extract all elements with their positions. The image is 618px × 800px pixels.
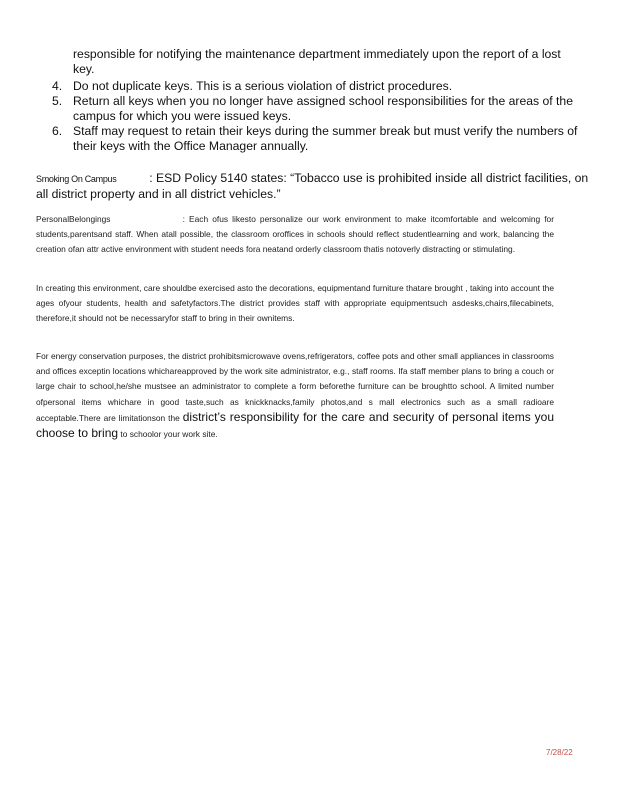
smoking-heading: Smoking On Campus — [36, 174, 117, 184]
list-number: 5. — [52, 94, 63, 108]
smoking-text: : ESD Policy 5140 states: “Tobacco use is prohibited inside all district facilities, on all district property and in all district vehicles.” — [36, 171, 589, 201]
list-text: Do not duplicate keys. This is a serious violation of district procedures. — [73, 79, 453, 93]
list-number: 4. — [52, 79, 63, 93]
personal-belongings-paragraph-3 — [36, 349, 554, 442]
footer-date: 7/28/22 — [546, 748, 573, 757]
paragraph-emphasis: district’s responsibility for the care and security of personal items you choose to bring — [36, 409, 555, 441]
list-item — [52, 79, 592, 94]
list-text: Staff may request to retain their keys during the summer break but must verify the numbers of their keys with the Office Manager annually. — [73, 124, 578, 153]
list-item — [52, 124, 592, 154]
list-continuation: responsible for notifying the maintenance department immediately upon the report of a lost key. — [73, 47, 561, 76]
paragraph-text: : Each ofus likesto personalize our work environment to make itcomfortable and welcoming for students,parentsand staff. When atall possible, the classroom oroffices in schools should reflect studentlearning and work, balancing the creation ofan attr active environment with student needs fora neatand orderly classroom thatis notoverly distracting or stimulating. — [36, 214, 554, 255]
list-item — [52, 94, 592, 124]
key-procedures-list — [52, 79, 592, 154]
list-text: Return all keys when you no longer have assigned school responsibilities for the areas of the campus for which you were issued keys. — [73, 94, 573, 123]
personal-belongings-paragraph-1 — [36, 212, 554, 258]
list-number: 6. — [52, 124, 63, 138]
paragraph-text: For energy conservation purposes, the district prohibitsmicrowave ovens,refrigerators, coffee pots and other small appliances in classrooms and offices exceptin locations whichareapproved by the work site administrator, e.g., staff rooms. Ifa staff member plans to bring a couch or large chair to school,he/she mustsee an administrator to complete a form beforethe furniture can be broughtto school. A limited number ofpersonal items whichare in good taste,such as knickknacks,family photos,and s mall electronics such as a small radioare acceptable.There are limitationson the — [36, 351, 554, 423]
smoking-policy — [36, 171, 596, 202]
paragraph-text: to schoolor your work site. — [120, 429, 218, 440]
personal-belongings-heading: PersonalBelongings — [36, 214, 111, 224]
personal-belongings-paragraph-2: In creating this environment, care shouldbe exercised asto the decorations, equipmentand furniture thatare brought , taking into account the ages ofyour students, health and safetyfactors.The district provides staff with appropriate equipmentsuch asdesks,chairs,filecabinets, therefore,it should not be necessaryfor staff to bring in their ownitems. — [36, 283, 554, 324]
